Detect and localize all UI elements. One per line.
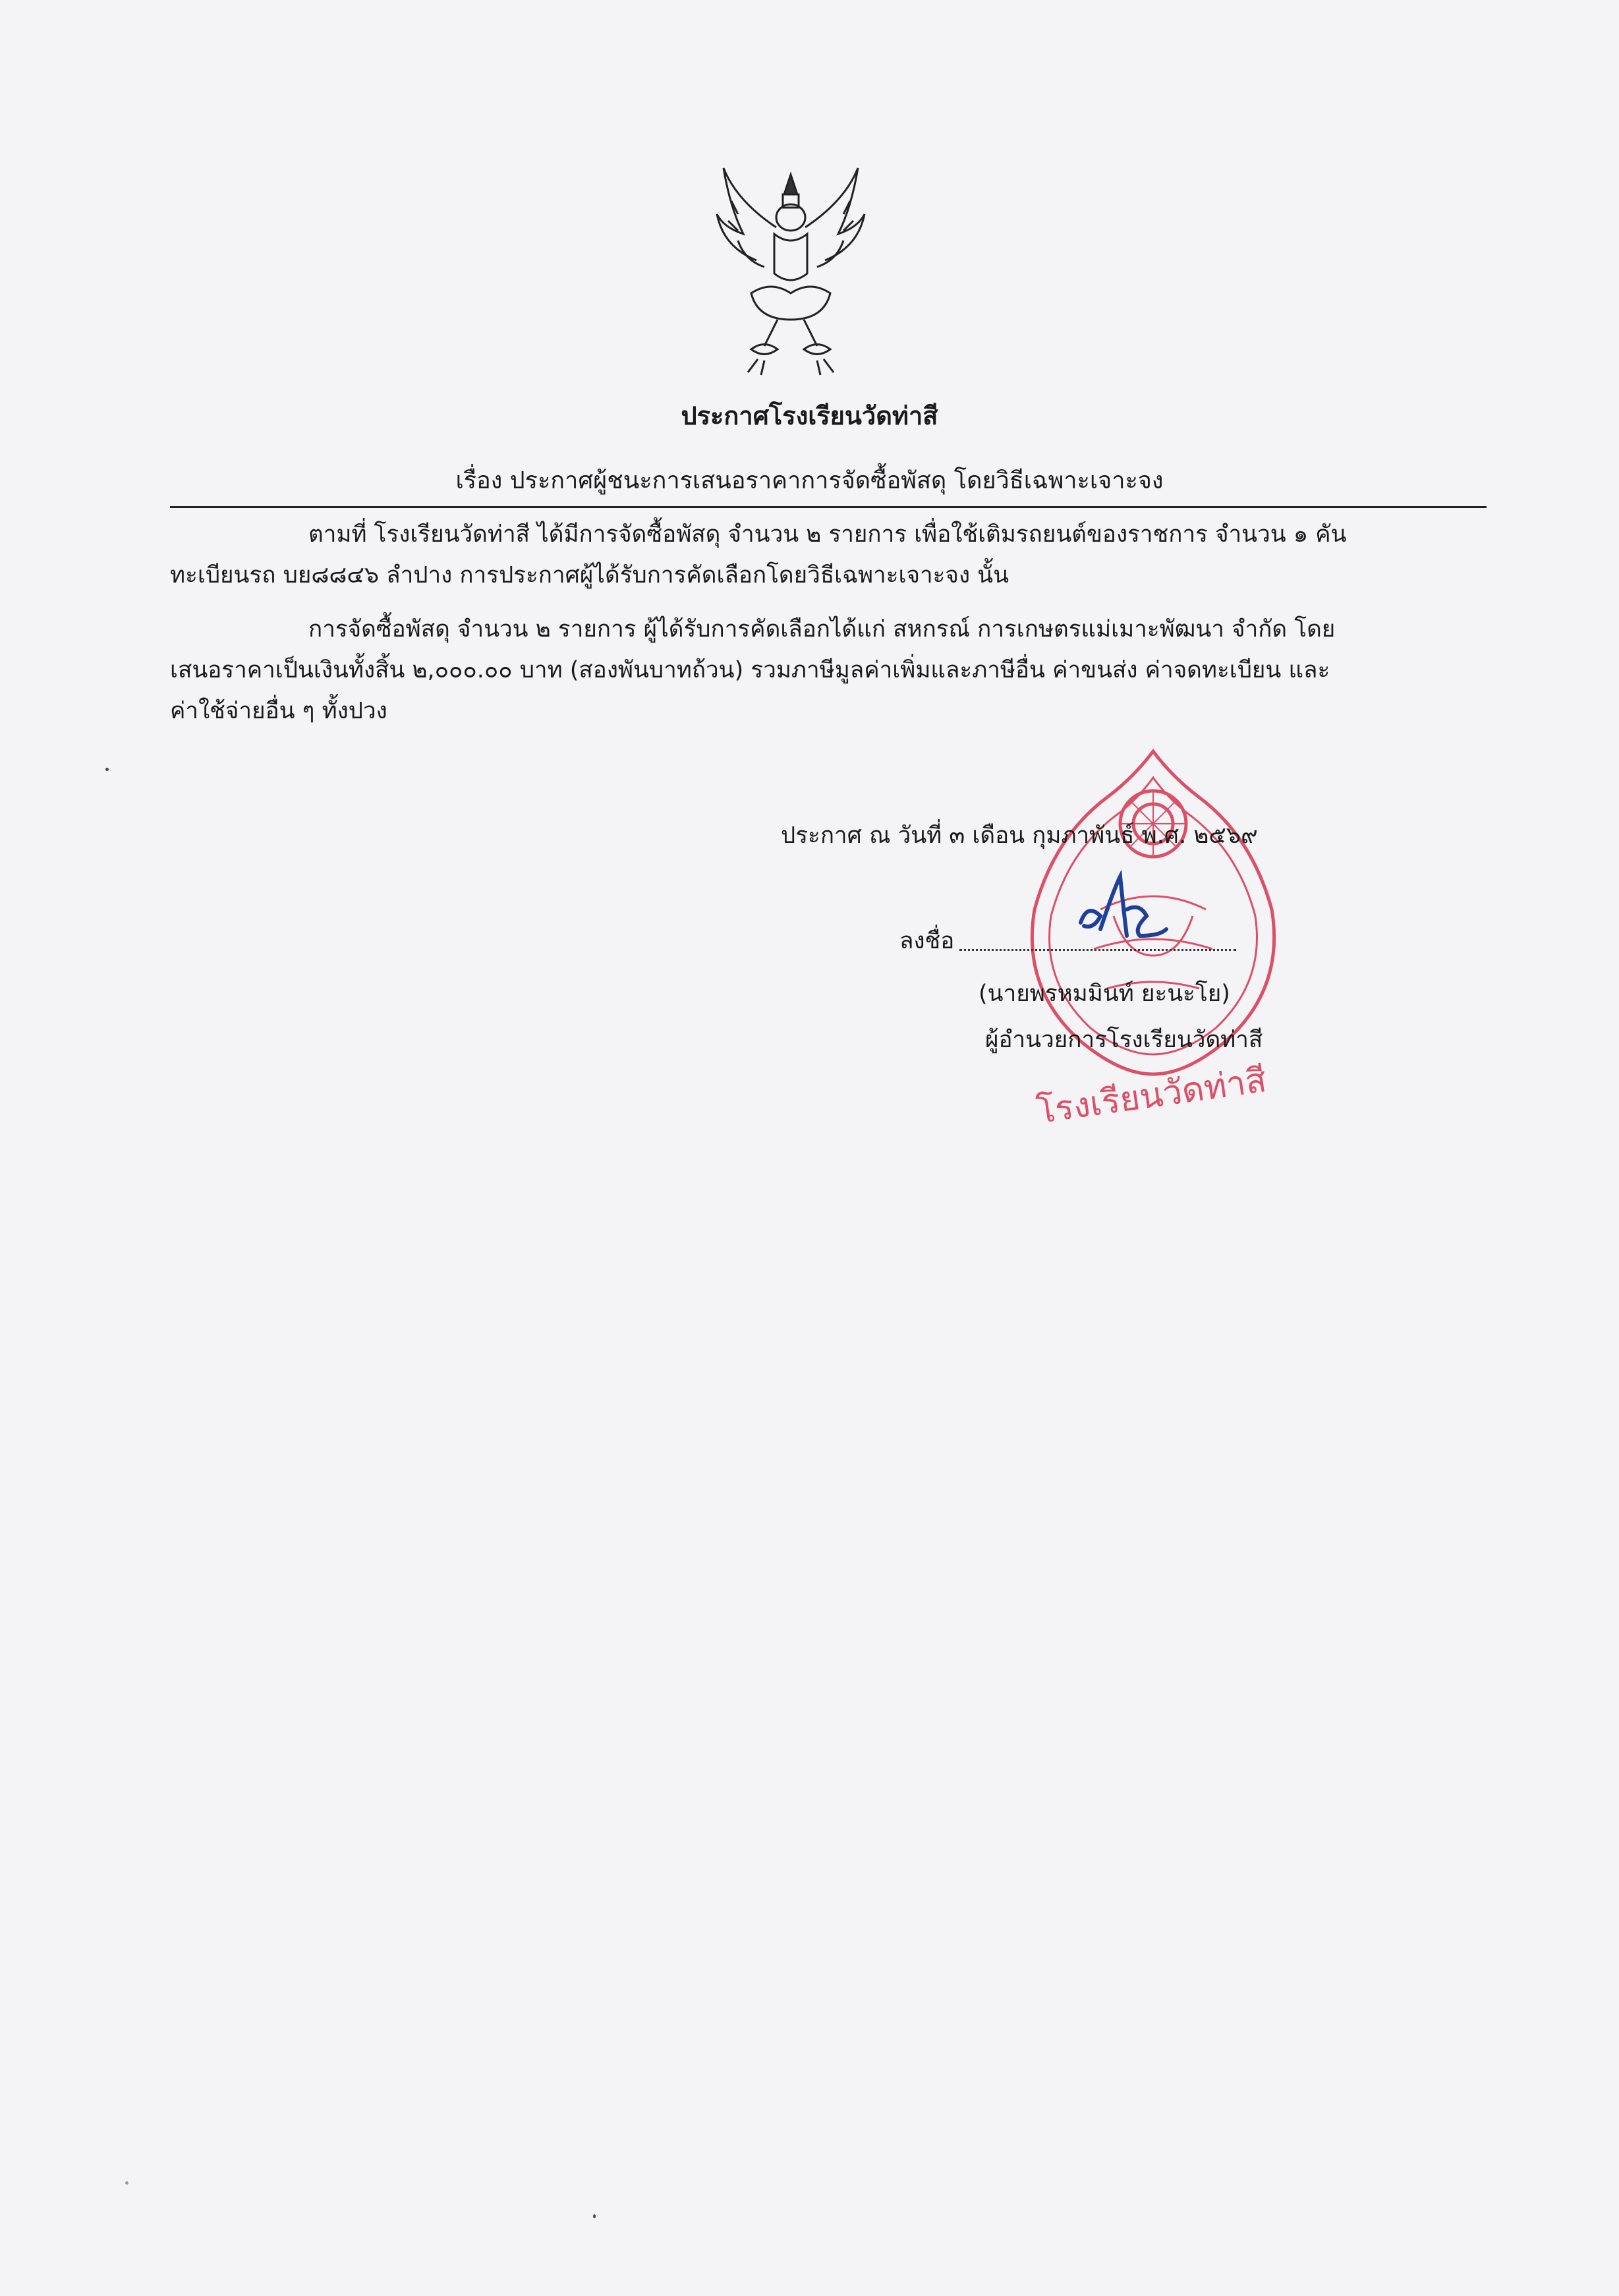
- signer-position: ผู้อำนวยการโรงเรียนวัดท่าสี: [985, 1027, 1263, 1053]
- signature-dots: [959, 949, 1236, 951]
- paragraph-line: ตามที่ โรงเรียนวัดท่าสี ได้มีการจัดซื้อพัสดุ จำนวน ๒ รายการ เพื่อใช้เติมรถยนต์ของราชการ จำนวน ๑ คัน: [308, 521, 1347, 548]
- paragraph-line: ค่าใช้จ่ายอื่น ๆ ทั้งปวง: [170, 698, 387, 724]
- document-title: ประกาศโรงเรียนวัดท่าสี: [681, 401, 938, 430]
- document-subject: เรื่อง ประกาศผู้ชนะการเสนอราคาการจัดซื้อพัสดุ โดยวิธีเฉพาะเจาะจง: [455, 467, 1164, 494]
- paper-speck: [105, 768, 109, 771]
- paper-speck: [593, 2214, 596, 2218]
- paragraph-line: เสนอราคาเป็นเงินทั้งสิ้น ๒,๐๐๐.๐๐ บาท (สองพันบาทถ้วน) รวมภาษีมูลค่าเพิ่มและภาษีอื่น ค่าขนส่ง ค่าจดทะเบียน และ: [170, 657, 1330, 683]
- paragraph-2: [170, 609, 1485, 732]
- paragraph-1: [170, 514, 1485, 596]
- paper-speck: [125, 2181, 128, 2185]
- sign-label: ลงชื่อ: [899, 928, 955, 954]
- paragraph-line: ทะเบียนรถ บย๘๘๔๖ ลำปาง การประกาศผู้ได้รับการคัดเลือกโดยวิธีเฉพาะเจาะจง นั้น: [170, 562, 1009, 588]
- handwritten-signature-icon: [1061, 870, 1179, 949]
- garuda-emblem-icon: [712, 161, 870, 379]
- stamp-text: โรงเรียนวัดท่าสี: [1034, 1060, 1269, 1132]
- paragraph-line: การจัดซื้อพัสดุ จำนวน ๒ รายการ ผู้ได้รับการคัดเลือกได้แก่ สหกรณ์ การเกษตรแม่เมาะพัฒนา จำกัด โดย: [308, 616, 1336, 643]
- announcement-date: ประกาศ ณ วันที่ ๓ เดือน กุมภาพันธ์ พ.ศ. ๒๕๖๙: [781, 822, 1258, 849]
- signer-name: (นายพรหมมินท์ ยะนะโย): [979, 981, 1230, 1007]
- subject-divider: [170, 506, 1487, 508]
